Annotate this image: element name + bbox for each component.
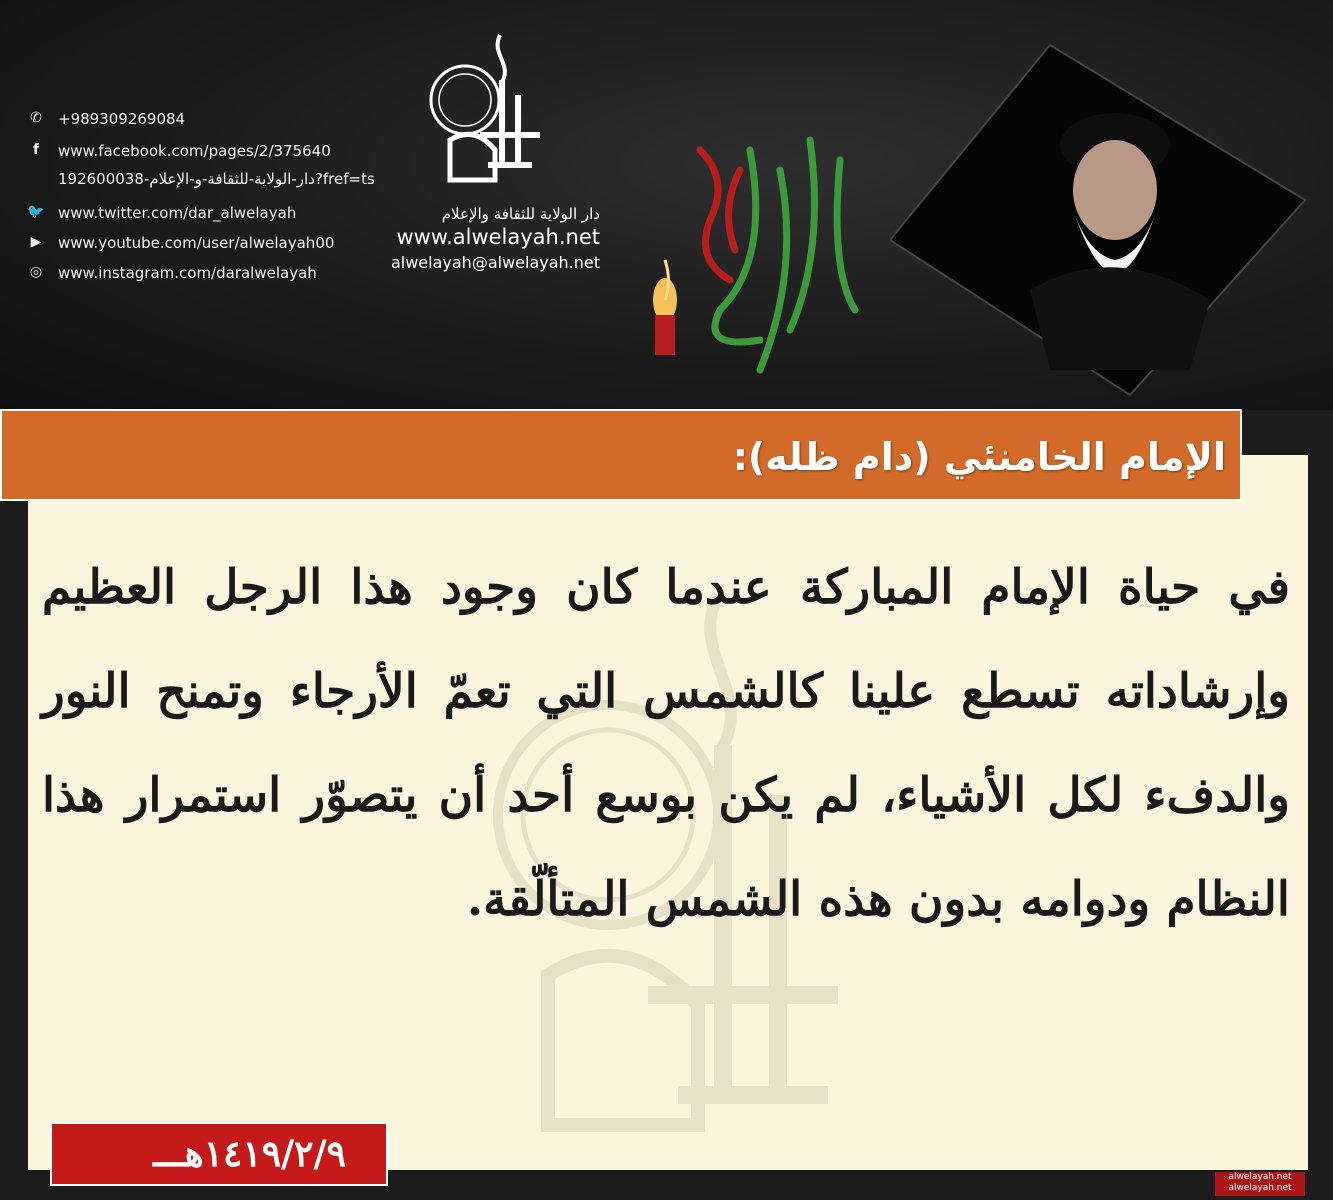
org-name: دار الولاية للثقافة والإعلام: [441, 205, 600, 223]
facebook-icon: f: [32, 142, 40, 158]
whatsapp-icon: ✆: [30, 110, 42, 126]
contact-text: +989309269084: [58, 110, 186, 128]
contact-text: www.instagram.com/daralwelayah: [58, 264, 317, 282]
contact-text: www.youtube.com/user/alwelayah00: [58, 234, 335, 252]
title-bar: [0, 409, 1242, 501]
portrait-image: [890, 40, 1310, 400]
site-watermark-badge: [1215, 1172, 1305, 1196]
header-banner: [0, 0, 1333, 410]
date-badge: [50, 1122, 388, 1186]
alwelayah-logo: [420, 25, 550, 185]
youtube-icon: ▶: [30, 234, 42, 250]
watermark-text: alwelayah.net: [1228, 1172, 1292, 1182]
contact-text: www.facebook.com/pages/2/375640: [58, 142, 331, 160]
contact-text: www.twitter.com/dar_alwelayah: [58, 204, 297, 222]
page-title: الإمام الخامنئي (دام ظله):: [732, 435, 1226, 479]
watermark-text-2: alwelayah.net: [1228, 1183, 1292, 1193]
instagram-icon: ◎: [29, 264, 43, 280]
brand-info: [360, 205, 600, 272]
quote-text: في حياة الإمام المباركة عندما كان وجود هذا الرجل العظيم وإرشاداته تسطع علينا كالشمس التي تعمّ الأرجاء وتمنح النور والدفء لكل الأشياء، لم يكن بوسع أحد أن يتصوّر استمرار هذا النظام ودوامه بدون هذه الشمس المتألّقة.: [42, 560, 1290, 927]
calligraphy-emblem: [640, 110, 900, 390]
email-link[interactable]: alwelayah@alwelayah.net: [390, 253, 600, 272]
twitter-icon: 🐦: [27, 204, 45, 220]
website-link[interactable]: www.alwelayah.net: [396, 225, 600, 249]
date-text: ١٤١٩/٢/٩هـــ: [153, 1133, 346, 1175]
contact-text: 192600038-دار-الولاية-للثقافة-و-الإعلام?fref=ts: [58, 170, 375, 188]
